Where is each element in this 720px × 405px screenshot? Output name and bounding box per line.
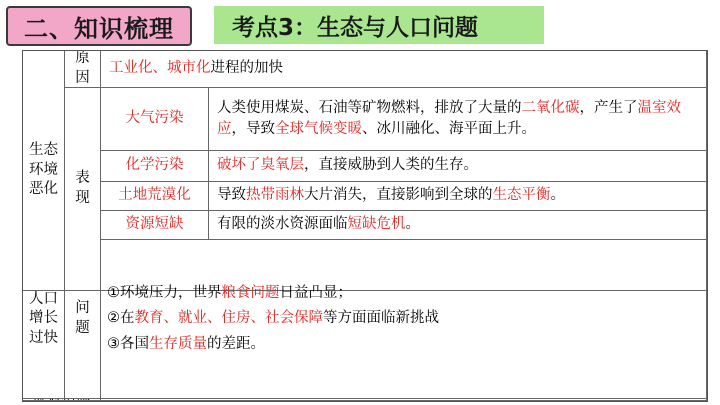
highlight-text: 生存质量 [149,335,207,352]
population-problems [101,240,707,399]
row-desc-chemical [209,151,707,182]
desc-desert-text [217,185,565,206]
highlight-text: 粮食问题 [221,285,280,302]
row-name-chemical: 化学污染 [101,151,209,182]
highlight-text: 短缺危机 [347,216,406,233]
plain-text: 日益凸显； [279,285,352,302]
problem-line-1 [107,283,700,304]
highlight-text: 破坏了 [217,157,261,174]
measures-list [101,399,707,401]
problem-line-2 [107,308,700,329]
plain-text: 导致 [217,187,246,204]
highlight-text: 全球气候变暖 [275,121,362,137]
plain-text: 、冰川融化、海平面上升。 [362,121,536,137]
highlight-text: 臭氧层 [260,157,304,174]
problem-label: 问 题 [65,240,101,399]
highlight-text: 二氧化碳 [521,99,580,116]
highlight-text: 温室效应 [217,99,681,137]
row-desc-resource [209,211,707,240]
plain-text: ①环境压力，世界 [107,285,222,302]
row-name-air: 大气污染 [101,88,209,151]
population-category: 人口 增长 过快 [23,240,65,399]
cause-label: 原 因 [65,51,101,88]
plain-text: ③各国 [107,335,149,352]
ecology-category: 生态 环境 恶化 [23,51,65,291]
highlight-text: 工业化、城市化 [109,60,211,77]
plain-text: 。 [550,187,565,204]
plain-text: 人类使用煤炭、石油等矿物燃料，排放了大量的 [217,99,522,116]
plain-text: 等方面面临新挑战 [323,310,439,327]
plain-text: 进程的加快 [210,60,283,77]
measure-line-2 [107,399,700,401]
row-desc-air [209,88,707,151]
plain-text: ，产生了 [579,99,638,116]
measures-label [23,399,101,401]
problem-line-3 [107,334,700,355]
plain-text: 大片消失，直接影响到全球的 [304,187,493,204]
plain-text: ，导致 [231,121,275,137]
plain-text: 。 [405,216,420,233]
desc-resource-text [217,214,420,235]
highlight-text: 热带雨林 [246,187,304,204]
plain-text: ②在 [107,310,135,327]
row-name-desert: 土地荒漠化 [101,182,209,211]
cause-text [101,51,707,88]
cause-line [109,58,283,79]
highlight-text: 教育、就业、住房、社会保障 [134,310,323,327]
highlight-text: 生态平衡 [492,187,551,204]
plain-text: 有限的淡水资源面临 [217,216,348,233]
row-name-resource: 资源短缺 [101,211,209,240]
desc-chemical-text [217,155,478,176]
plain-text: 的差距。 [207,335,265,352]
section-badge: 二、知识梳理 [6,6,192,46]
desc-air-text [217,98,698,140]
row-desc-desert [209,182,707,211]
plain-text: ，直接威胁到人类的生存。 [304,157,478,174]
topic-title: 考点3：生态与人口问题 [214,6,544,44]
knowledge-table [22,50,708,402]
manifest-label: 表 现 [65,88,101,291]
